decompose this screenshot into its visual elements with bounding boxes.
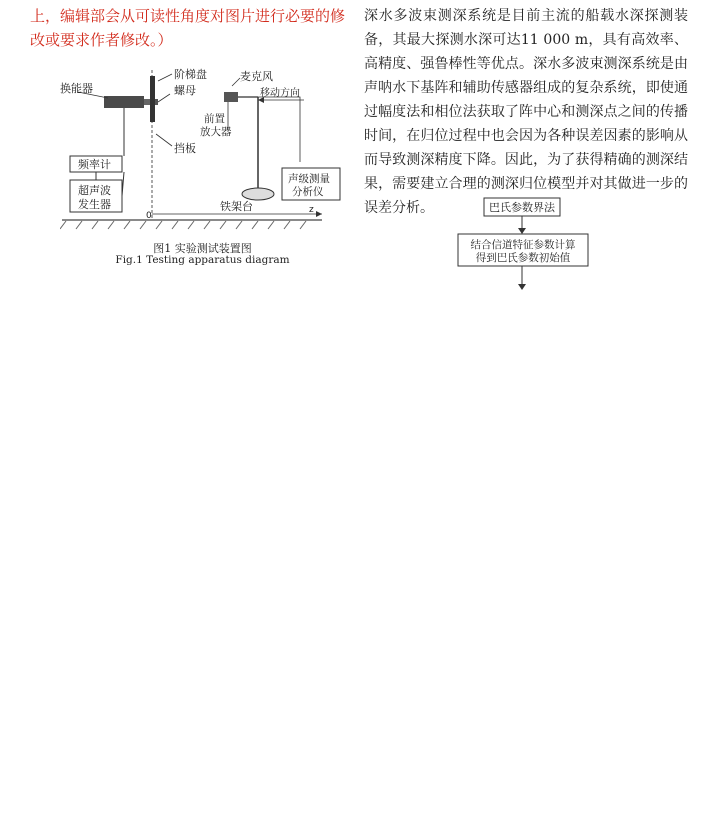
z-axis-arrow <box>316 211 322 217</box>
figure-4-flowchart-partial <box>440 196 610 356</box>
nut <box>155 99 158 105</box>
label-move-direction: 移动方向 <box>260 88 300 99</box>
label-preamp-line1: 前置 <box>204 113 225 125</box>
label-step-plate: 阶梯盘 <box>174 68 207 81</box>
step-plate <box>150 76 155 122</box>
label-preamp-line2: 放大器 <box>200 126 232 138</box>
microphone-leader <box>232 78 240 86</box>
label-nut: 螺母 <box>174 84 196 97</box>
flow-arrowhead-1 <box>518 228 526 234</box>
transducer-body <box>104 96 144 108</box>
label-iron-stand: 铁架台 <box>220 200 253 213</box>
figure-1-caption-cn: 图1 实验测试装置图 <box>153 242 252 255</box>
multibeam-paragraph: 深水多波束测深系统是目前主流的船载水深探测装备，其最大探测水深可达11 000 m，具有高效率、高精度、强鲁棒性等优点。深水多波束测深系统是由声呐水下基阵和辅助传感器组成的复杂系统，即使通过幅度法和相位法获取了阵中心和测深点之间的传播时间，在归位过程中也会因为各种误差因素的影响从而导致测深精度下降。因此，为了获得精确的测深结果，需要建立合理的测深归位模型并对其做进一步的误差分析。 <box>364 8 688 216</box>
transducer-neck <box>144 99 150 105</box>
nut-leader <box>158 94 170 102</box>
flow-box2-line1: 结合信道特征参数计算 <box>470 239 576 251</box>
document-page <box>0 0 704 360</box>
iron-stand-base <box>242 188 274 200</box>
flow-box-start-label: 巴氏参数界法 <box>489 201 555 214</box>
step-plate-leader <box>158 74 172 81</box>
cable-mic-analyzer <box>248 97 300 162</box>
flow-arrowhead-2 <box>518 284 526 290</box>
label-baffle: 挡板 <box>174 142 196 155</box>
origin-label: 0 <box>146 211 152 221</box>
figure-1-apparatus-diagram <box>60 62 360 236</box>
label-transducer: 换能器 <box>60 82 93 95</box>
flow-box2-line2: 得到巴氏参数初始值 <box>475 252 571 264</box>
axis-z-label: z <box>309 205 314 215</box>
microphone-body <box>224 92 238 102</box>
label-sound-meter-line1: 声级测量 <box>288 173 330 185</box>
label-sound-meter-line2: 分析仪 <box>292 186 324 198</box>
ground-hatching <box>60 221 306 229</box>
label-frequency-counter: 频率计 <box>78 158 111 171</box>
editor-note-red: 上，编辑部会从可读性角度对图片进行必要的修改或要求作者修改。） <box>30 7 346 49</box>
label-generator-line2: 发生器 <box>78 198 111 211</box>
figure-1-caption-en: Fig.1 Testing apparatus diagram <box>115 254 290 266</box>
label-microphone: 麦克风 <box>240 70 273 83</box>
baffle-leader <box>156 134 172 146</box>
label-generator-line1: 超声波 <box>78 184 111 197</box>
